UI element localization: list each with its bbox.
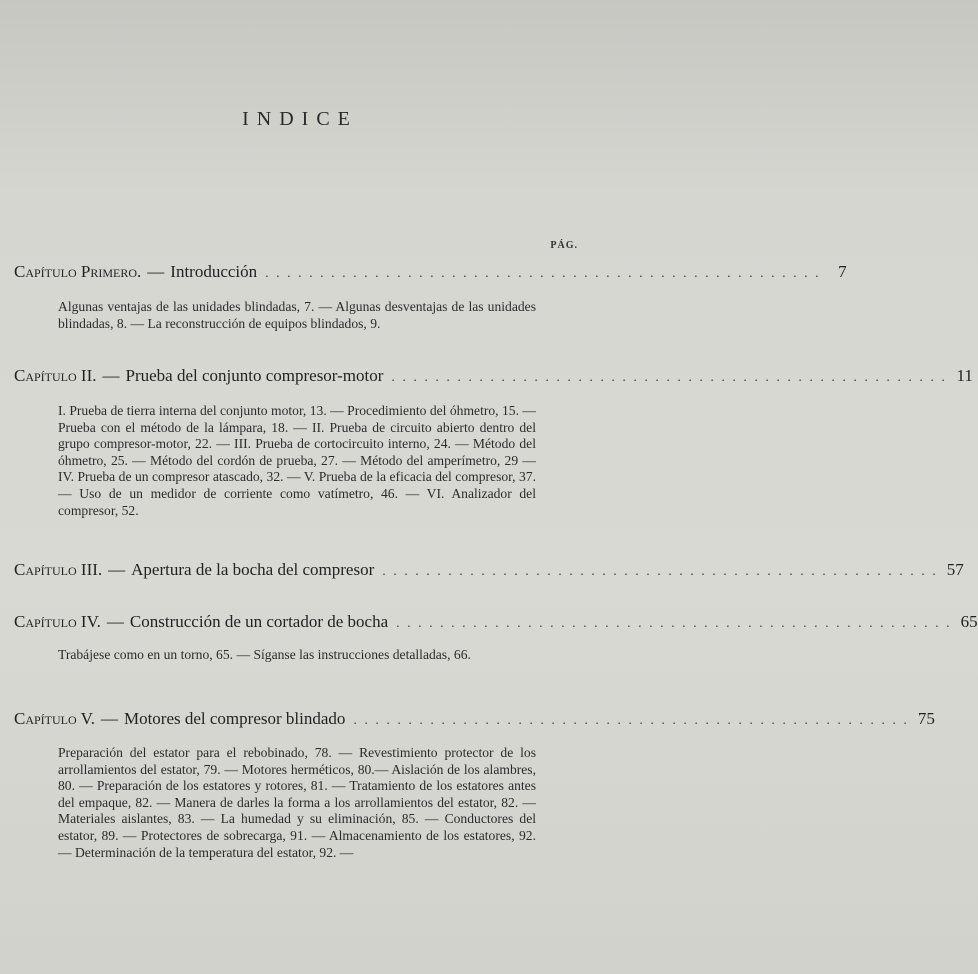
chapter-dash: — xyxy=(102,366,120,385)
chapter-title: Prueba del conjunto compresor-motor xyxy=(125,366,384,385)
chapter-entry-3 xyxy=(14,560,964,580)
page-column-label: PÁG. xyxy=(550,240,578,251)
chapter-title: Motores del compresor blindado xyxy=(123,709,346,728)
chapter-page-number: 65 xyxy=(960,612,978,631)
chapter-label: Capítulo II. xyxy=(14,366,97,385)
chapter-entry-2 xyxy=(14,366,973,386)
chapter-dash: — xyxy=(108,560,126,579)
index-title: INDICE xyxy=(242,108,358,130)
dot-leader: . . . . . . . . . . . . . . . . . . . . . . . . . . . . . . . . . . . . . . . . . . . . . . . . . . . xyxy=(391,370,947,385)
chapter-description-1: Algunas ventajas de las unidades blindadas, 7. — Algunas desventajas de las unidades blindadas, 8. — La reconstrucción de equipos blindados, 9. xyxy=(58,299,536,331)
chapter-page-number: 75 xyxy=(917,709,935,728)
chapter-title: Construcción de un cortador de bocha xyxy=(129,612,389,631)
dot-leader: . . . . . . . . . . . . . . . . . . . . . . . . . . . . . . . . . . . . . . . . . . . . . . . . . . . xyxy=(353,713,909,728)
chapter-description-4: Trabájese como en un torno, 65. — Síganse las instrucciones detalladas, 66. xyxy=(58,647,471,662)
chapter-label: Capítulo IV. xyxy=(14,612,101,631)
chapter-label: Capítulo Primero. xyxy=(14,262,142,281)
chapter-page-number: 7 xyxy=(838,262,847,281)
chapter-entry-5 xyxy=(14,709,935,729)
chapter-dash: — xyxy=(147,262,165,281)
chapter-dash: — xyxy=(100,709,118,728)
chapter-title: Introducción xyxy=(170,262,258,281)
dot-leader: . . . . . . . . . . . . . . . . . . . . . . . . . . . . . . . . . . . . . . . . . . . . . . . . . . . xyxy=(396,616,952,631)
chapter-title: Apertura de la bocha del compresor xyxy=(131,560,375,579)
chapter-entry-1 xyxy=(14,262,847,282)
chapter-label: Capítulo III. xyxy=(14,560,103,579)
chapter-description-5: Preparación del estator para el rebobinado, 78. — Revestimiento protector de los arrollamientos del estator, 79. — Motores herméticos, 80.— Aislación de los alambres, 80. — Preparación de los estatores y rotores, 81. — Tratamiento de los estatores antes del empaque, 82. — Manera de darles la forma a los arrollamientos del estator, 82. — Materiales aislantes, 83. — La humedad y su eliminación, 85. — Conductores del estator, 89. — Protectores de sobrecarga, 91. — Almacenamiento de los estatores, 92. — Determinación de la temperatura del estator, 92. — xyxy=(58,745,536,860)
chapter-page-number: 57 xyxy=(946,560,964,579)
dot-leader: . . . . . . . . . . . . . . . . . . . . . . . . . . . . . . . . . . . . . . . . . . . . . . . . . . . xyxy=(265,266,821,281)
chapter-description-2: I. Prueba de tierra interna del conjunto motor, 13. — Procedimiento del óhmetro, 15. — Prueba con el método de la lámpara, 18. — II. Prueba de circuito abierto dentro del grupo compresor-motor, 22. — III. Prueba de cortocircuito interno, 24. — Método del óhmetro, 25. — Método del cordón de prueba, 27. — Método del amperímetro, 29 — IV. Prueba de un compresor atascado, 32. — V. Prueba de la eficacia del compresor, 37. — Uso de un medidor de corriente como vatímetro, 46. — VI. Analizador del compresor, 52. xyxy=(58,403,536,518)
chapter-dash: — xyxy=(106,612,124,631)
chapter-label: Capítulo V. xyxy=(14,709,95,728)
chapter-entry-4 xyxy=(14,612,978,632)
chapter-page-number: 11 xyxy=(956,366,973,385)
dot-leader: . . . . . . . . . . . . . . . . . . . . . . . . . . . . . . . . . . . . . . . . . . . . . . . . . . . xyxy=(382,564,938,579)
